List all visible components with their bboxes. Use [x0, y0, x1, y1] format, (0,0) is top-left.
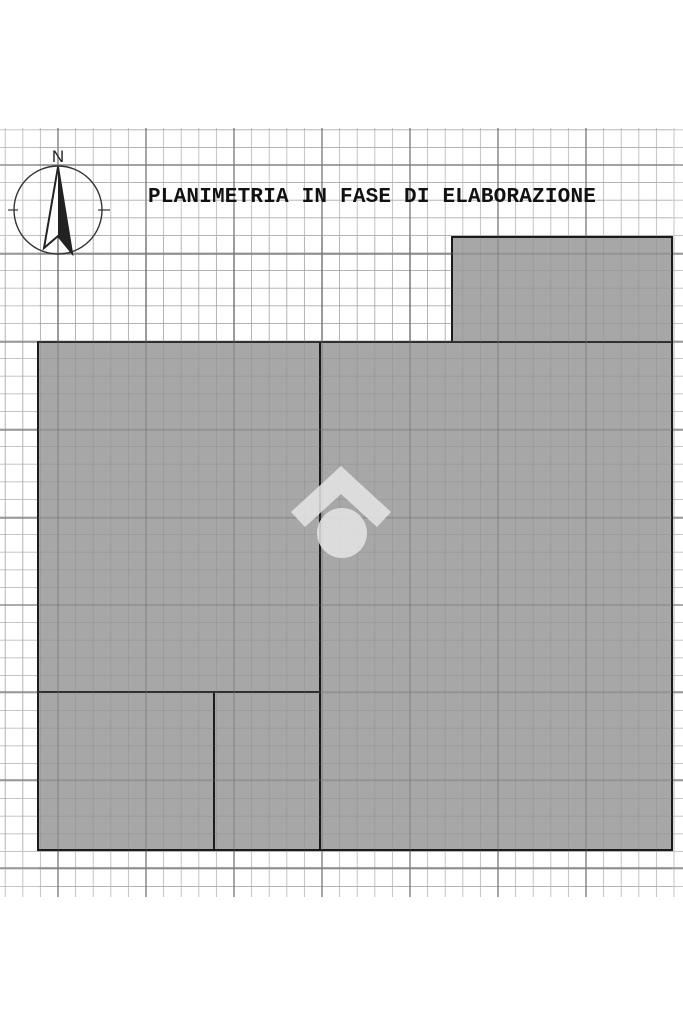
house-body-circle [317, 508, 367, 558]
room-main-outline [38, 342, 672, 850]
drawing-title: PLANIMETRIA IN FASE DI ELABORAZIONE [148, 186, 597, 209]
north-label: N [51, 147, 65, 166]
